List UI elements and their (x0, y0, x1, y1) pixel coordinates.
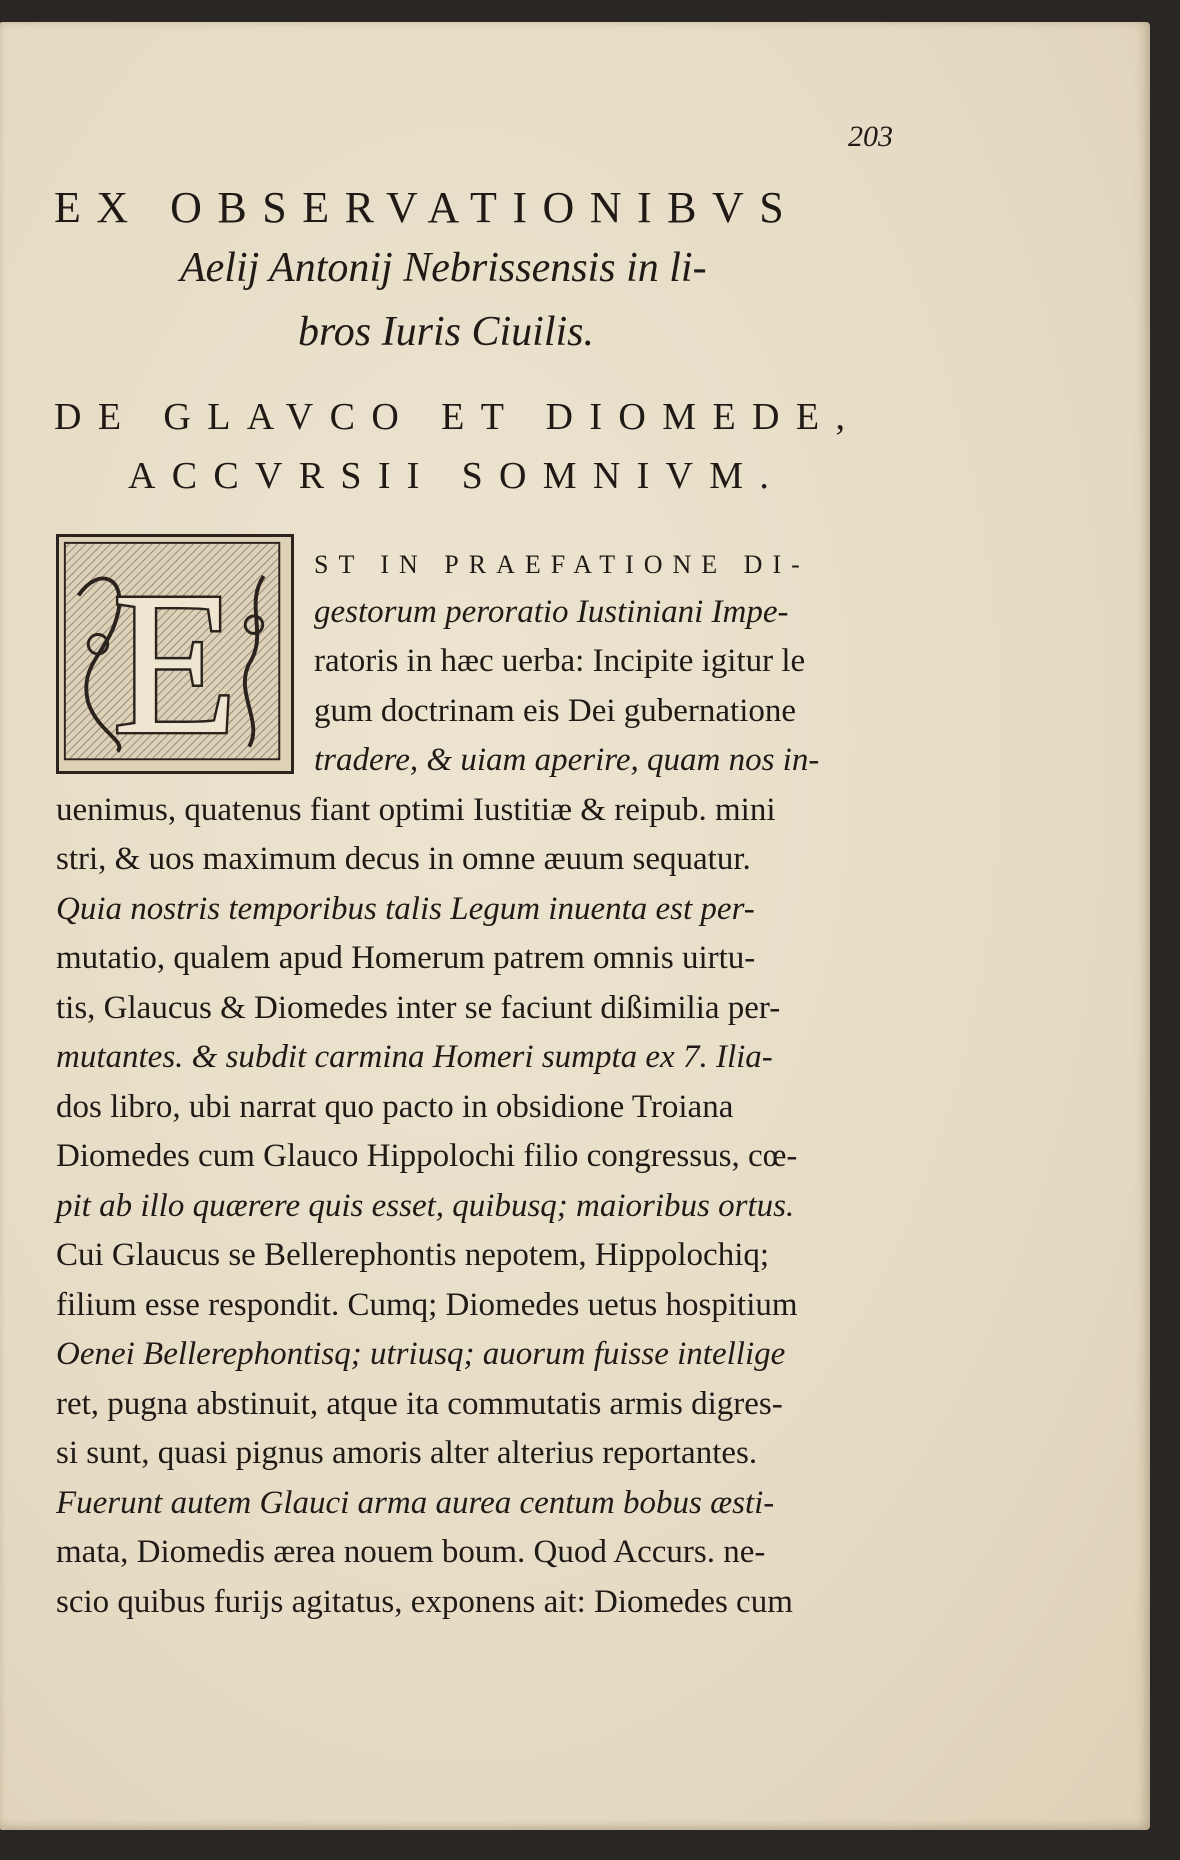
book-page (0, 22, 1150, 1830)
body-line: tradere, & uiam aperire, quam nos in- (314, 742, 820, 778)
body-line: Diomedes cum Glauco Hippolochi filio congressus, cœ- (56, 1138, 798, 1174)
body-line: Oenei Bellerephontisq; utriusq; auorum fuisse intellige (56, 1336, 786, 1372)
body-line: dos libro, ubi narrat quo pacto in obsidione Troiana (56, 1088, 734, 1125)
body-line: Quia nostris temporibus talis Legum inuenta est per- (56, 890, 755, 927)
folio-number: 203 (848, 120, 893, 153)
heading-line-2: Aelij Antonij Nebrissensis in li- (180, 245, 707, 291)
subheading-line-2: ACCVRSII SOMNIVM. (128, 455, 786, 497)
body-line: mutantes. & subdit carmina Homeri sumpta ex 7. Ilia- (56, 1039, 773, 1075)
body-line: gum doctrinam eis Dei gubernatione (314, 692, 797, 729)
body-line: tis, Glaucus & Diomedes inter se faciunt dißimilia per- (56, 989, 781, 1026)
initial-letter: E (112, 550, 238, 771)
body-line: Cui Glaucus se Bellerephontis nepotem, Hippolochiq; (56, 1237, 770, 1273)
body-line: ratoris in hæc uerba: Incipite igitur le (314, 643, 806, 679)
body-line: scio quibus furijs agitatus, exponens ait: Diomedes cum (56, 1583, 793, 1620)
body-line: Fuerunt autem Glauci arma aurea centum bobus æsti- (56, 1484, 775, 1521)
subheading-line-1: DE GLAVCO ET DIOMEDE, (54, 396, 862, 438)
body-line: ret, pugna abstinuit, atque ita commutatis armis digres- (56, 1385, 783, 1422)
body-line: gestorum peroratio Iustiniani Impe- (314, 593, 789, 630)
body-line: pit ab illo quærere quis esset, quibusq; maioribus ortus. (56, 1187, 795, 1224)
body-line: stri, & uos maximum decus in omne æuum sequatur. (56, 841, 751, 877)
ornamental-initial-icon (59, 537, 291, 771)
decorated-initial (56, 534, 294, 774)
body-line: si sunt, quasi pignus amoris alter alterius reportantes. (56, 1435, 758, 1471)
body-line: ST IN PRAEFATIONE DI- (314, 550, 810, 579)
heading-line-1: EX OBSERVATIONIBVS (54, 183, 800, 232)
body-line: mata, Diomedis ærea nouem boum. Quod Accurs. ne- (56, 1534, 766, 1570)
body-line: mutatio, qualem apud Homerum patrem omnis uirtu- (56, 940, 756, 976)
body-line: uenimus, quatenus fiant optimi Iustitiæ & reipub. mini (56, 791, 776, 828)
body-line: filium esse respondit. Cumq; Diomedes uetus hospitium (56, 1286, 798, 1323)
heading-line-3: bros Iuris Ciuilis. (298, 309, 595, 355)
